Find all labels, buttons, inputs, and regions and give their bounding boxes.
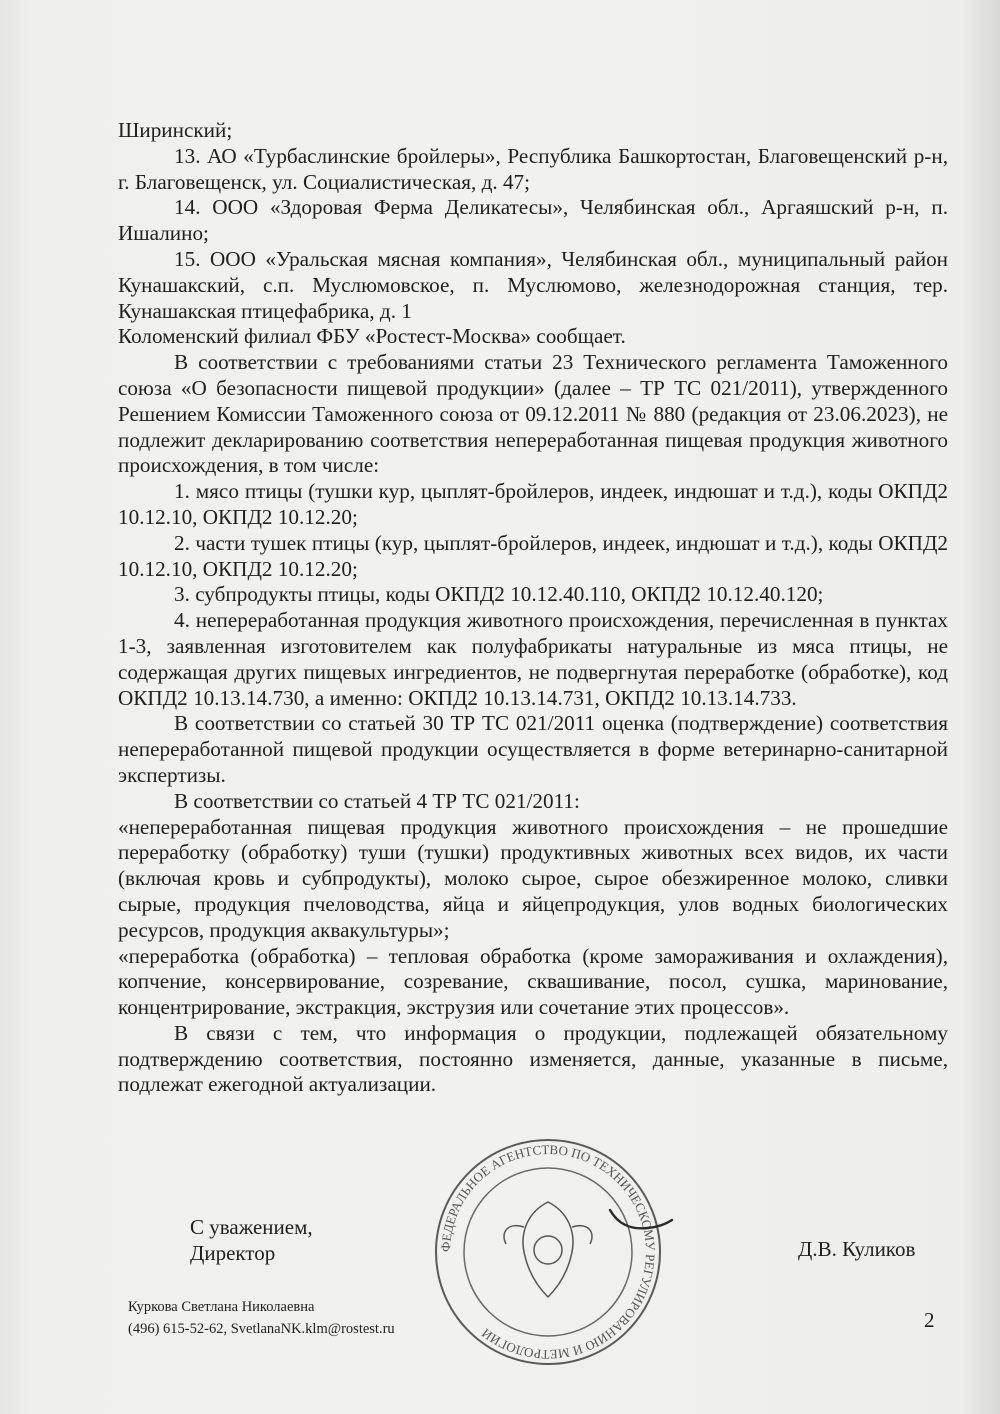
emblem-icon [504,1202,592,1297]
quote-paragraph: «переработка (обработка) – тепловая обработка (кроме замораживания и охлаждения), копчение, консервирование, созревание, сквашивание, посол, сушка, маринование, концентрирование, экстракция, экструзия или сочетание этих процессов». [118,943,948,1020]
paragraph: Коломенский филиал ФБУ «Ростест-Москва» сообщает. [118,324,626,349]
paragraph: Ширинский; [118,118,233,142]
quote-paragraph: «непереработанная пищевая продукция животного происхождения – не прошедшие переработку (обработку) туши (тушки) продуктивных животных всех видов, их части (включая кровь и субпродукты), молоко сырое, сырое обезжиренное молоко, сливки сырые, продукция пчеловодства, яйца и яйцепродукция, улов водных биологических ресурсов, продукция аквакультуры»; [118,814,948,942]
list-item: 1. мясо птицы (тушки кур, цыплят-бройлеров, индеек, индюшат и т.д.), коды ОКПД2 10.12.10, ОКПД2 10.12.20; [118,479,948,529]
stamp-text: ФЕДЕРАЛЬНОЕ АГЕНТСТВО ПО ТЕХНИЧЕСКОМУ РЕГУЛИРОВАНИЮ И МЕТРОЛОГИИ [437,1141,659,1363]
executor-contact: (496) 615-52-62, SvetlanaNK.klm@rostest.ru [128,1321,395,1337]
letter-body [118,118,948,1098]
paragraph: В соответствии со статьей 30 ТР ТС 021/2011 оценка (подтверждение) соответствия непереработанной пищевой продукции осуществляется в форме ветеринарно-санитарной экспертизы. [118,711,948,787]
closing-salutation: С уважением, [190,1215,313,1239]
svg-text:ФЕДЕРАЛЬНОЕ АГЕНТСТВО ПО ТЕХНИ [438,1142,658,1362]
paragraph: В соответствии с требованиями статьи 23 Технического регламента Таможенного союза «О безопасности пищевой продукции» (далее – ТР ТС 021/2011), утвержденного Решением Комиссии Таможенного союза от 09.12.2011 № 880 (редакция от 23.06.2023), не подлежит декларированию соответствия непереработанная пищевая продукция животного происхождения, в том числе: [118,350,948,478]
paragraph: В связи с тем, что информация о продукции, подлежащей обязательному подтверждению соответствия, постоянно изменяется, данные, указанные в письме, подлежат ежегодной актуализации. [118,1020,948,1097]
paragraph: В соответствии со статьей 4 ТР ТС 021/2011: [174,788,580,813]
signatory-name: Д.В. Куликов [798,1237,916,1261]
signatory-position: Директор [190,1241,276,1265]
handwritten-signature [600,1200,680,1240]
page-number: 2 [924,1308,935,1332]
list-item: 2. части тушек птицы (кур, цыплят-бройлеров, индеек, индюшат и т.д.), коды ОКПД2 10.12.10, ОКПД2 10.12.20; [118,530,948,581]
executor-name: Куркова Светлана Николаевна [128,1299,315,1315]
paragraph: 14. ООО «Здоровая Ферма Деликатесы», Челябинская обл., Аргаяшский р-н, п. Ишалино; [118,195,948,246]
list-item: 4. непереработанная продукция животного происхождения, перечисленная в пунктах 1-3, заявленная изготовителем как полуфабрикаты натуральные из мяса птицы, не содержащая других пищевых ингредиентов, не подвергнутая переработке (обработке), код ОКПД2 10.13.14.730, а именно: ОКПД2 10.13.14.731, ОКПД2 10.13.14.733. [118,608,948,710]
paragraph: 15. ООО «Уральская мясная компания», Челябинская обл., муниципальный район Кунашакский, с.п. Муслюмовское, п. Муслюмово, железнодорожная станция, тер. Кунашакская птицефабрика, д. 1 [118,246,948,323]
official-stamp [428,1132,668,1372]
list-item: 3. субпродукты птицы, коды ОКПД2 10.12.40.110, ОКПД2 10.12.40.120; [174,582,824,607]
paragraph: 13. АО «Турбаслинские бройлеры», Республика Башкортостан, Благовещенский р-н, г. Благовещенск, ул. Социалистическая, д. 47; [118,143,948,194]
